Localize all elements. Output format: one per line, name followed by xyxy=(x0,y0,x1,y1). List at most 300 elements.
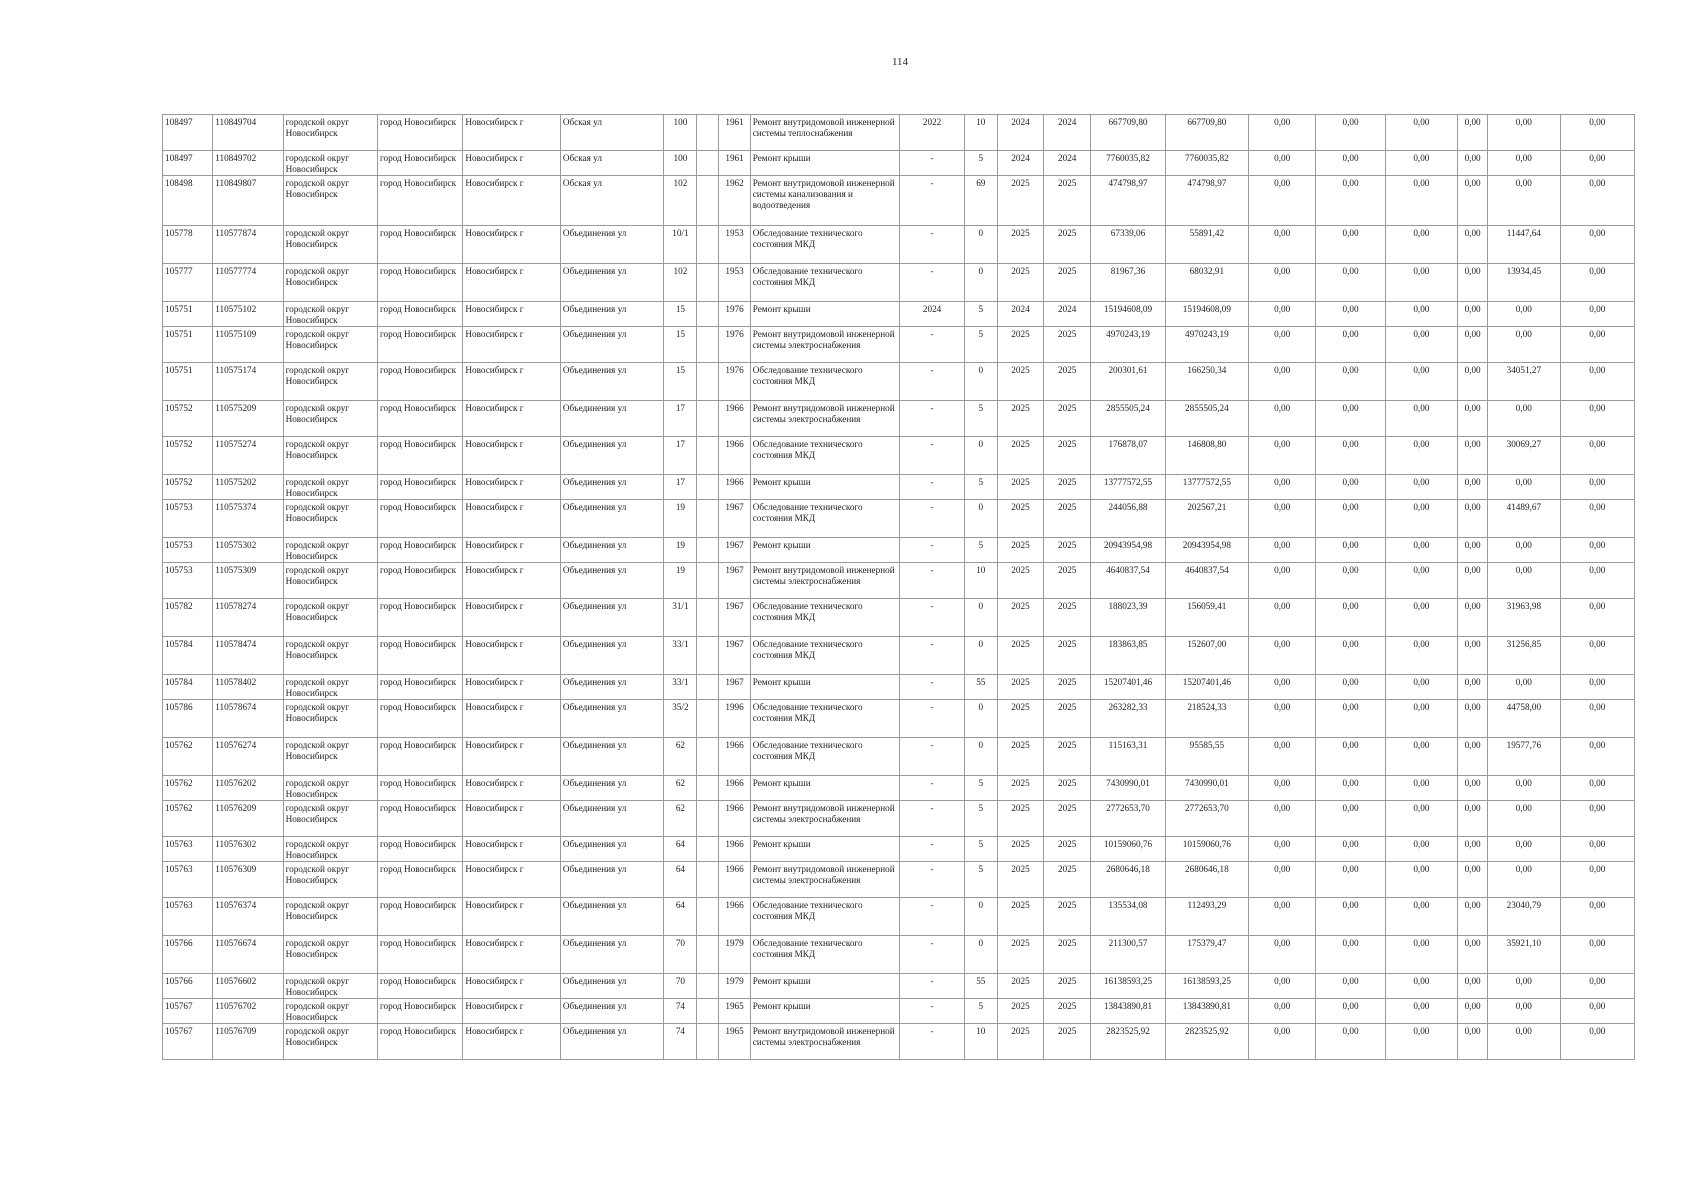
work-type-cell: Ремонт крыши xyxy=(750,302,900,327)
previous-year-cell: - xyxy=(900,500,964,538)
plan-year-cell: 2025 xyxy=(997,538,1043,563)
amount-cell: 0,00 xyxy=(1560,936,1634,974)
house-number-cell: 70 xyxy=(664,974,697,999)
street-cell: Обская ул xyxy=(560,115,663,151)
plan-year-cell: 2025 xyxy=(997,475,1043,500)
plan-year-cell: 2025 xyxy=(997,936,1043,974)
plan-year-end-cell: 2025 xyxy=(1044,974,1091,999)
amount-cell: 0,00 xyxy=(1316,675,1385,700)
amount-cell: 0,00 xyxy=(1249,563,1316,599)
previous-year-cell: - xyxy=(900,637,964,675)
build-year-cell: 1961 xyxy=(718,115,750,151)
table-row xyxy=(163,999,1635,1024)
house-id-cell: 108498 xyxy=(163,176,213,226)
district-cell: городской округ Новосибирск xyxy=(283,475,377,500)
build-year-cell: 1965 xyxy=(718,1024,750,1060)
city-cell: город Новосибирск xyxy=(378,538,463,563)
district-cell: городской округ Новосибирск xyxy=(283,898,377,936)
locality-cell: Новосибирск г xyxy=(463,974,560,999)
amount-cell: 0,00 xyxy=(1385,115,1457,151)
amount-cell: 0,00 xyxy=(1316,151,1385,176)
total-cost-cell: 2772653,70 xyxy=(1091,801,1165,837)
city-cell: город Новосибирск xyxy=(378,1024,463,1060)
house-id-cell: 105782 xyxy=(163,599,213,637)
plan-year-end-cell: 2025 xyxy=(1044,999,1091,1024)
locality-cell: Новосибирск г xyxy=(463,1024,560,1060)
city-cell: город Новосибирск xyxy=(378,500,463,538)
total-cost-cell: 183863,85 xyxy=(1091,637,1165,675)
previous-year-cell: - xyxy=(900,898,964,936)
work-code-cell: 110575302 xyxy=(213,538,283,563)
total-cost-cell: 244056,88 xyxy=(1091,500,1165,538)
amount-cell: 0,00 xyxy=(1385,151,1457,176)
street-cell: Объединения ул xyxy=(560,837,663,862)
previous-year-cell: - xyxy=(900,151,964,176)
house-id-cell: 105778 xyxy=(163,226,213,264)
house-id-cell: 105751 xyxy=(163,327,213,363)
page-number: 114 xyxy=(891,56,909,68)
amount-cell: 0,00 xyxy=(1458,302,1488,327)
plan-year-cell: 2025 xyxy=(997,974,1043,999)
previous-year-cell: - xyxy=(900,738,964,776)
amount-cell: 0,00 xyxy=(1488,862,1560,898)
house-id-cell: 105784 xyxy=(163,675,213,700)
amount-cell: 0,00 xyxy=(1385,599,1457,637)
work-type-cell: Ремонт крыши xyxy=(750,999,900,1024)
total-cost-cell: 20943954,98 xyxy=(1091,538,1165,563)
work-type-cell: Ремонт внутридомовой инженерной системы теплоснабжения xyxy=(750,115,900,151)
amount-cell: 13934,45 xyxy=(1488,264,1560,302)
amount-cell: 0,00 xyxy=(1560,738,1634,776)
locality-cell: Новосибирск г xyxy=(463,500,560,538)
total-cost-cell: 176878,07 xyxy=(1091,437,1165,475)
wear-percent-cell: 10 xyxy=(964,115,997,151)
amount-cell: 0,00 xyxy=(1316,599,1385,637)
amount-cell: 0,00 xyxy=(1316,500,1385,538)
build-year-cell: 1953 xyxy=(718,264,750,302)
amount-cell: 0,00 xyxy=(1560,974,1634,999)
wear-percent-cell: 0 xyxy=(964,700,997,738)
previous-year-cell: - xyxy=(900,700,964,738)
fund-cost-cell: 7430990,01 xyxy=(1165,776,1248,801)
amount-cell: 0,00 xyxy=(1249,675,1316,700)
amount-cell: 0,00 xyxy=(1249,363,1316,401)
empty-cell xyxy=(697,264,718,302)
street-cell: Объединения ул xyxy=(560,637,663,675)
work-type-cell: Ремонт крыши xyxy=(750,151,900,176)
house-number-cell: 74 xyxy=(664,1024,697,1060)
wear-percent-cell: 0 xyxy=(964,264,997,302)
table-row xyxy=(163,475,1635,500)
total-cost-cell: 211300,57 xyxy=(1091,936,1165,974)
house-id-cell: 105752 xyxy=(163,401,213,437)
plan-year-end-cell: 2025 xyxy=(1044,176,1091,226)
fund-cost-cell: 4970243,19 xyxy=(1165,327,1248,363)
street-cell: Объединения ул xyxy=(560,738,663,776)
plan-year-end-cell: 2025 xyxy=(1044,226,1091,264)
plan-year-cell: 2025 xyxy=(997,898,1043,936)
build-year-cell: 1966 xyxy=(718,801,750,837)
build-year-cell: 1967 xyxy=(718,500,750,538)
amount-cell: 0,00 xyxy=(1316,437,1385,475)
house-number-cell: 100 xyxy=(664,115,697,151)
wear-percent-cell: 0 xyxy=(964,637,997,675)
amount-cell: 0,00 xyxy=(1560,1024,1634,1060)
amount-cell: 0,00 xyxy=(1316,862,1385,898)
city-cell: город Новосибирск xyxy=(378,974,463,999)
amount-cell: 0,00 xyxy=(1385,675,1457,700)
total-cost-cell: 15194608,09 xyxy=(1091,302,1165,327)
amount-cell: 0,00 xyxy=(1316,226,1385,264)
plan-year-cell: 2025 xyxy=(997,675,1043,700)
work-type-cell: Обследование технического состояния МКД xyxy=(750,500,900,538)
amount-cell: 0,00 xyxy=(1458,837,1488,862)
plan-year-end-cell: 2025 xyxy=(1044,1024,1091,1060)
work-code-cell: 110575174 xyxy=(213,363,283,401)
district-cell: городской округ Новосибирск xyxy=(283,738,377,776)
house-id-cell: 105753 xyxy=(163,500,213,538)
locality-cell: Новосибирск г xyxy=(463,637,560,675)
amount-cell: 0,00 xyxy=(1385,363,1457,401)
amount-cell: 0,00 xyxy=(1560,500,1634,538)
amount-cell: 0,00 xyxy=(1249,401,1316,437)
amount-cell: 0,00 xyxy=(1488,776,1560,801)
wear-percent-cell: 10 xyxy=(964,1024,997,1060)
locality-cell: Новосибирск г xyxy=(463,898,560,936)
amount-cell: 0,00 xyxy=(1458,151,1488,176)
total-cost-cell: 81967,36 xyxy=(1091,264,1165,302)
amount-cell: 34051,27 xyxy=(1488,363,1560,401)
wear-percent-cell: 5 xyxy=(964,999,997,1024)
amount-cell: 0,00 xyxy=(1560,115,1634,151)
amount-cell: 0,00 xyxy=(1316,1024,1385,1060)
table-row xyxy=(163,264,1635,302)
amount-cell: 0,00 xyxy=(1249,801,1316,837)
house-number-cell: 64 xyxy=(664,862,697,898)
amount-cell: 0,00 xyxy=(1316,327,1385,363)
amount-cell: 0,00 xyxy=(1560,898,1634,936)
locality-cell: Новосибирск г xyxy=(463,700,560,738)
work-type-cell: Ремонт крыши xyxy=(750,475,900,500)
house-id-cell: 105763 xyxy=(163,837,213,862)
previous-year-cell: - xyxy=(900,974,964,999)
empty-cell xyxy=(697,115,718,151)
previous-year-cell: - xyxy=(900,226,964,264)
build-year-cell: 1965 xyxy=(718,999,750,1024)
previous-year-cell: - xyxy=(900,176,964,226)
house-id-cell: 105762 xyxy=(163,776,213,801)
work-code-cell: 110575202 xyxy=(213,475,283,500)
street-cell: Объединения ул xyxy=(560,776,663,801)
empty-cell xyxy=(697,700,718,738)
plan-year-cell: 2025 xyxy=(997,738,1043,776)
amount-cell: 0,00 xyxy=(1560,151,1634,176)
amount-cell: 0,00 xyxy=(1316,302,1385,327)
build-year-cell: 1962 xyxy=(718,176,750,226)
wear-percent-cell: 0 xyxy=(964,226,997,264)
total-cost-cell: 15207401,46 xyxy=(1091,675,1165,700)
plan-year-end-cell: 2025 xyxy=(1044,675,1091,700)
work-code-cell: 110576209 xyxy=(213,801,283,837)
house-number-cell: 17 xyxy=(664,401,697,437)
amount-cell: 0,00 xyxy=(1488,1024,1560,1060)
house-number-cell: 15 xyxy=(664,363,697,401)
locality-cell: Новосибирск г xyxy=(463,801,560,837)
house-id-cell: 105786 xyxy=(163,700,213,738)
city-cell: город Новосибирск xyxy=(378,176,463,226)
fund-cost-cell: 55891,42 xyxy=(1165,226,1248,264)
street-cell: Объединения ул xyxy=(560,401,663,437)
city-cell: город Новосибирск xyxy=(378,999,463,1024)
street-cell: Объединения ул xyxy=(560,675,663,700)
previous-year-cell: 2024 xyxy=(900,302,964,327)
plan-year-end-cell: 2025 xyxy=(1044,898,1091,936)
empty-cell xyxy=(697,898,718,936)
amount-cell: 0,00 xyxy=(1458,776,1488,801)
city-cell: город Новосибирск xyxy=(378,475,463,500)
empty-cell xyxy=(697,538,718,563)
work-type-cell: Ремонт внутридомовой инженерной системы электроснабжения xyxy=(750,862,900,898)
amount-cell: 0,00 xyxy=(1458,675,1488,700)
work-type-cell: Обследование технического состояния МКД xyxy=(750,936,900,974)
build-year-cell: 1966 xyxy=(718,401,750,437)
previous-year-cell: - xyxy=(900,675,964,700)
amount-cell: 0,00 xyxy=(1458,999,1488,1024)
city-cell: город Новосибирск xyxy=(378,837,463,862)
amount-cell: 0,00 xyxy=(1385,500,1457,538)
amount-cell: 0,00 xyxy=(1458,637,1488,675)
house-id-cell: 105763 xyxy=(163,898,213,936)
district-cell: городской округ Новосибирск xyxy=(283,363,377,401)
amount-cell: 0,00 xyxy=(1560,264,1634,302)
previous-year-cell: - xyxy=(900,563,964,599)
previous-year-cell: 2022 xyxy=(900,115,964,151)
fund-cost-cell: 2680646,18 xyxy=(1165,862,1248,898)
work-code-cell: 110575109 xyxy=(213,327,283,363)
wear-percent-cell: 0 xyxy=(964,437,997,475)
amount-cell: 0,00 xyxy=(1385,974,1457,999)
house-number-cell: 15 xyxy=(664,302,697,327)
empty-cell xyxy=(697,176,718,226)
amount-cell: 0,00 xyxy=(1458,936,1488,974)
table-row xyxy=(163,862,1635,898)
work-code-cell: 110578274 xyxy=(213,599,283,637)
amount-cell: 0,00 xyxy=(1385,226,1457,264)
fund-cost-cell: 15194608,09 xyxy=(1165,302,1248,327)
plan-year-end-cell: 2025 xyxy=(1044,500,1091,538)
previous-year-cell: - xyxy=(900,401,964,437)
plan-year-cell: 2025 xyxy=(997,176,1043,226)
house-id-cell: 108497 xyxy=(163,115,213,151)
fund-cost-cell: 16138593,25 xyxy=(1165,974,1248,999)
amount-cell: 0,00 xyxy=(1385,302,1457,327)
empty-cell xyxy=(697,974,718,999)
street-cell: Объединения ул xyxy=(560,500,663,538)
fund-cost-cell: 474798,97 xyxy=(1165,176,1248,226)
city-cell: город Новосибирск xyxy=(378,637,463,675)
city-cell: город Новосибирск xyxy=(378,898,463,936)
street-cell: Объединения ул xyxy=(560,563,663,599)
house-number-cell: 62 xyxy=(664,801,697,837)
empty-cell xyxy=(697,151,718,176)
work-code-cell: 110575209 xyxy=(213,401,283,437)
total-cost-cell: 10159060,76 xyxy=(1091,837,1165,862)
amount-cell: 0,00 xyxy=(1488,327,1560,363)
district-cell: городской округ Новосибирск xyxy=(283,801,377,837)
amount-cell: 0,00 xyxy=(1316,738,1385,776)
amount-cell: 0,00 xyxy=(1560,999,1634,1024)
amount-cell: 0,00 xyxy=(1560,437,1634,475)
amount-cell: 35921,10 xyxy=(1488,936,1560,974)
district-cell: городской округ Новосибирск xyxy=(283,936,377,974)
fund-cost-cell: 7760035,82 xyxy=(1165,151,1248,176)
fund-cost-cell: 2823525,92 xyxy=(1165,1024,1248,1060)
amount-cell: 0,00 xyxy=(1488,151,1560,176)
house-id-cell: 105762 xyxy=(163,801,213,837)
amount-cell: 0,00 xyxy=(1249,327,1316,363)
work-type-cell: Ремонт внутридомовой инженерной системы электроснабжения xyxy=(750,401,900,437)
fund-cost-cell: 667709,80 xyxy=(1165,115,1248,151)
house-id-cell: 105777 xyxy=(163,264,213,302)
house-number-cell: 33/1 xyxy=(664,637,697,675)
amount-cell: 0,00 xyxy=(1458,738,1488,776)
district-cell: городской округ Новосибирск xyxy=(283,563,377,599)
work-type-cell: Ремонт крыши xyxy=(750,675,900,700)
table-row xyxy=(163,327,1635,363)
house-number-cell: 102 xyxy=(664,264,697,302)
work-code-cell: 110575374 xyxy=(213,500,283,538)
amount-cell: 41489,67 xyxy=(1488,500,1560,538)
wear-percent-cell: 0 xyxy=(964,738,997,776)
work-type-cell: Ремонт крыши xyxy=(750,538,900,563)
wear-percent-cell: 5 xyxy=(964,837,997,862)
total-cost-cell: 16138593,25 xyxy=(1091,974,1165,999)
plan-year-end-cell: 2025 xyxy=(1044,936,1091,974)
amount-cell: 0,00 xyxy=(1316,401,1385,437)
work-code-cell: 110576702 xyxy=(213,999,283,1024)
table-row xyxy=(163,1024,1635,1060)
total-cost-cell: 7760035,82 xyxy=(1091,151,1165,176)
amount-cell: 0,00 xyxy=(1316,837,1385,862)
empty-cell xyxy=(697,327,718,363)
work-code-cell: 110575274 xyxy=(213,437,283,475)
plan-year-end-cell: 2025 xyxy=(1044,862,1091,898)
amount-cell: 30069,27 xyxy=(1488,437,1560,475)
amount-cell: 0,00 xyxy=(1385,563,1457,599)
plan-year-cell: 2024 xyxy=(997,302,1043,327)
locality-cell: Новосибирск г xyxy=(463,401,560,437)
amount-cell: 0,00 xyxy=(1458,115,1488,151)
street-cell: Объединения ул xyxy=(560,327,663,363)
previous-year-cell: - xyxy=(900,801,964,837)
amount-cell: 11447,64 xyxy=(1488,226,1560,264)
build-year-cell: 1966 xyxy=(718,475,750,500)
district-cell: городской округ Новосибирск xyxy=(283,176,377,226)
amount-cell: 0,00 xyxy=(1560,363,1634,401)
wear-percent-cell: 5 xyxy=(964,401,997,437)
plan-year-cell: 2025 xyxy=(997,563,1043,599)
district-cell: городской округ Новосибирск xyxy=(283,302,377,327)
work-code-cell: 110577774 xyxy=(213,264,283,302)
amount-cell: 0,00 xyxy=(1316,363,1385,401)
locality-cell: Новосибирск г xyxy=(463,264,560,302)
amount-cell: 0,00 xyxy=(1385,898,1457,936)
amount-cell: 0,00 xyxy=(1488,801,1560,837)
amount-cell: 0,00 xyxy=(1249,637,1316,675)
plan-year-cell: 2025 xyxy=(997,700,1043,738)
street-cell: Объединения ул xyxy=(560,226,663,264)
amount-cell: 0,00 xyxy=(1458,862,1488,898)
amount-cell: 0,00 xyxy=(1560,563,1634,599)
empty-cell xyxy=(697,599,718,637)
amount-cell: 0,00 xyxy=(1385,862,1457,898)
previous-year-cell: - xyxy=(900,538,964,563)
work-code-cell: 110576602 xyxy=(213,974,283,999)
total-cost-cell: 4970243,19 xyxy=(1091,327,1165,363)
street-cell: Объединения ул xyxy=(560,936,663,974)
street-cell: Объединения ул xyxy=(560,700,663,738)
amount-cell: 0,00 xyxy=(1385,837,1457,862)
plan-year-cell: 2025 xyxy=(997,363,1043,401)
build-year-cell: 1966 xyxy=(718,837,750,862)
plan-year-end-cell: 2025 xyxy=(1044,801,1091,837)
house-number-cell: 35/2 xyxy=(664,700,697,738)
amount-cell: 0,00 xyxy=(1249,302,1316,327)
table-row xyxy=(163,776,1635,801)
amount-cell: 0,00 xyxy=(1249,936,1316,974)
table-row xyxy=(163,363,1635,401)
amount-cell: 0,00 xyxy=(1458,475,1488,500)
house-number-cell: 62 xyxy=(664,738,697,776)
amount-cell: 0,00 xyxy=(1458,898,1488,936)
house-id-cell: 105767 xyxy=(163,999,213,1024)
previous-year-cell: - xyxy=(900,837,964,862)
amount-cell: 0,00 xyxy=(1249,437,1316,475)
plan-year-cell: 2024 xyxy=(997,115,1043,151)
total-cost-cell: 13843890,81 xyxy=(1091,999,1165,1024)
street-cell: Объединения ул xyxy=(560,801,663,837)
city-cell: город Новосибирск xyxy=(378,327,463,363)
amount-cell: 0,00 xyxy=(1249,500,1316,538)
total-cost-cell: 188023,39 xyxy=(1091,599,1165,637)
amount-cell: 0,00 xyxy=(1249,700,1316,738)
empty-cell xyxy=(697,302,718,327)
amount-cell: 0,00 xyxy=(1488,999,1560,1024)
work-code-cell: 110576374 xyxy=(213,898,283,936)
house-number-cell: 17 xyxy=(664,475,697,500)
locality-cell: Новосибирск г xyxy=(463,837,560,862)
fund-cost-cell: 95585,55 xyxy=(1165,738,1248,776)
house-id-cell: 105752 xyxy=(163,475,213,500)
total-cost-cell: 200301,61 xyxy=(1091,363,1165,401)
previous-year-cell: - xyxy=(900,475,964,500)
wear-percent-cell: 10 xyxy=(964,563,997,599)
locality-cell: Новосибирск г xyxy=(463,151,560,176)
table-row xyxy=(163,151,1635,176)
work-type-cell: Обследование технического состояния МКД xyxy=(750,437,900,475)
street-cell: Объединения ул xyxy=(560,999,663,1024)
amount-cell: 0,00 xyxy=(1316,898,1385,936)
amount-cell: 0,00 xyxy=(1316,974,1385,999)
table-row xyxy=(163,538,1635,563)
locality-cell: Новосибирск г xyxy=(463,437,560,475)
work-type-cell: Ремонт внутридомовой инженерной системы электроснабжения xyxy=(750,801,900,837)
house-number-cell: 62 xyxy=(664,776,697,801)
build-year-cell: 1966 xyxy=(718,776,750,801)
fund-cost-cell: 156059,41 xyxy=(1165,599,1248,637)
amount-cell: 0,00 xyxy=(1458,974,1488,999)
house-id-cell: 105766 xyxy=(163,974,213,999)
